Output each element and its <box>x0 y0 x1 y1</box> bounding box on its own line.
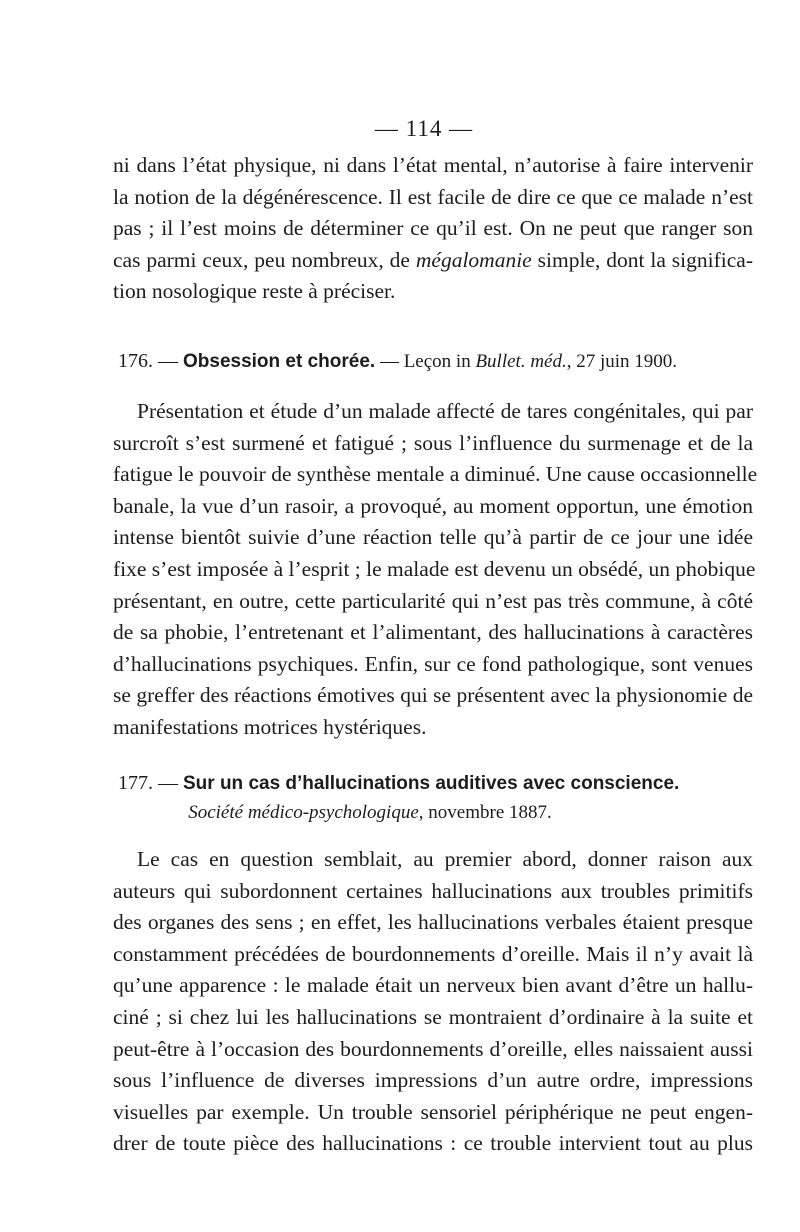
text-line: peut-être à l’occasion des bourdonnements d’oreille, elles naissaient aussi <box>113 1036 753 1061</box>
section-177-body <box>113 844 753 1160</box>
page-number: — 114 — <box>374 116 474 141</box>
text-line: fixe s’est imposée à l’esprit ; le malade est devenu un obsédé, un phobique <box>113 556 756 581</box>
section-177-heading <box>118 772 758 795</box>
text-line: d’hallucinations psychiques. Enfin, sur ce fond pathologique, sont venues <box>113 651 753 676</box>
section-title: Sur un cas d’hallucinations auditives avec conscience. <box>183 773 680 794</box>
text-line: drer de toute pièce des hallucinations : ce trouble intervient tout au plus <box>113 1131 753 1156</box>
text-line: banale, la vue d’un rasoir, a provoqué, au moment opportun, une émotion <box>113 493 753 518</box>
text-line: la notion de la dégénérescence. Il est facile de dire ce que ce malade n’est <box>113 184 753 209</box>
section-176-body <box>113 396 758 744</box>
text-line: se greffer des réactions émotives qui se présentent avec la physionomie de <box>113 683 753 708</box>
section-reference: , 27 juin 1900. <box>566 351 678 372</box>
text-line: Le cas en question semblait, au premier abord, donner raison aux <box>137 847 753 871</box>
section-reference: , novembre 1887. <box>418 802 552 823</box>
text-run: cas parmi ceux, peu nombreux, de <box>113 247 416 272</box>
text-line: manifestations motrices hystériques. <box>113 714 427 739</box>
text-line <box>113 245 753 277</box>
text-line: ciné ; si chez lui les hallucinations se montraient d’ordinaire à la suite et <box>113 1004 753 1029</box>
text-line: présentant, en outre, cette particularité qui n’est pas très commune, à côté <box>113 588 753 613</box>
text-line: surcroît s’est surmené et fatigué ; sous l’influence du surmenage et de la <box>113 430 753 455</box>
intro-paragraph <box>113 150 753 308</box>
text-line: intense bientôt suivie d’une réaction telle qu’à partir de ce jour une idée <box>113 525 753 550</box>
italic-term: mégalomanie <box>415 247 532 272</box>
section-177-reference <box>0 802 740 824</box>
text-line: constamment précédées de bourdonnements d’oreille. Mais il n’y avait là <box>113 941 753 966</box>
text-line: des organes des sens ; en effet, les hallucinations verbales étaient presque <box>113 910 753 935</box>
text-line: ni dans l’état physique, ni dans l’état mental, n’autorise à faire intervenir <box>113 153 753 177</box>
text-line: de sa phobie, l’entretenant et l’alimentant, des hallucinations à caractères <box>113 620 753 645</box>
section-176-heading <box>118 350 758 373</box>
text-line: qu’une apparence : le malade était un nerveux bien avant d’être un hallu- <box>113 973 753 998</box>
text-line: visuelles par exemple. Un trouble sensoriel périphérique ne peut engen- <box>113 1099 753 1124</box>
text-line: tion nosologique reste à préciser. <box>113 279 396 304</box>
section-number: 176. — <box>118 350 183 372</box>
text-line: pas ; il l’est moins de déterminer ce qu’il est. On ne peut que ranger son <box>113 216 753 241</box>
section-number: 177. — <box>118 772 183 794</box>
section-reference-italic: Société médico-psychologique <box>188 802 419 823</box>
text-line: Présentation et étude d’un malade affecté de tares congénitales, qui par <box>137 399 753 423</box>
text-run: simple, dont la significa- <box>531 247 753 272</box>
text-line: fatigue le pouvoir de synthèse mentale a diminué. Une cause occasionnelle <box>113 462 758 487</box>
text-line: auteurs qui subordonnent certaines hallucinations aux troubles primitifs <box>113 878 753 903</box>
section-reference-italic: Bullet. méd. <box>475 351 567 372</box>
section-title: Obsession et chorée. <box>183 351 376 372</box>
section-reference: — Leçon in <box>375 351 476 372</box>
text-line: sous l’influence de diverses impressions d’un autre ordre, impressions <box>113 1068 753 1093</box>
